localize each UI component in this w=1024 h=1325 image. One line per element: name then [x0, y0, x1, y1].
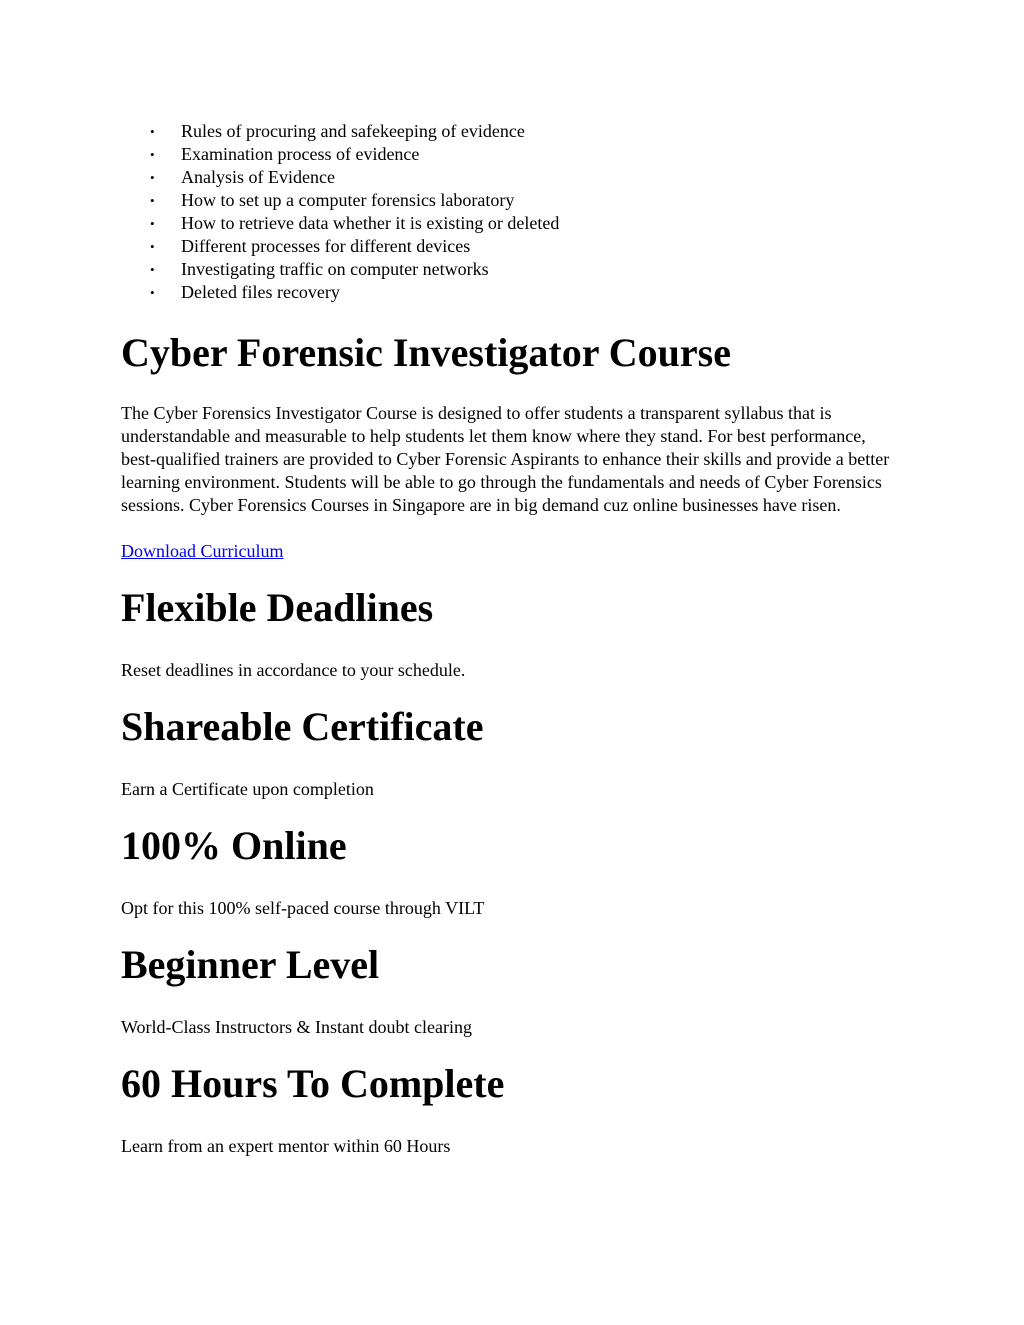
online-text: Opt for this 100% self-paced course through VILT [121, 898, 485, 918]
list-item-text: Examination process of evidence [181, 144, 420, 164]
bullet-icon: • [150, 193, 155, 208]
online-heading: 100% Online [121, 823, 347, 868]
bullet-icon: • [150, 239, 155, 254]
download-paragraph [121, 540, 904, 563]
download-curriculum-link[interactable]: Download Curriculum [121, 541, 284, 561]
list-item-text: Rules of procuring and safekeeping of evidence [181, 121, 525, 141]
flexible-deadlines-heading: Flexible Deadlines [121, 585, 434, 630]
list-item [150, 281, 904, 304]
bullet-icon: • [150, 124, 155, 139]
topics-list [121, 120, 904, 304]
shareable-certificate-text: Earn a Certificate upon completion [121, 779, 374, 799]
beginner-level-text: World-Class Instructors & Instant doubt clearing [121, 1017, 472, 1037]
hours-to-complete-heading: 60 Hours To Complete [121, 1061, 505, 1106]
list-item [150, 143, 904, 166]
list-item-text: How to retrieve data whether it is existing or deleted [181, 213, 560, 233]
list-item-text: How to set up a computer forensics laboratory [181, 190, 515, 210]
bullet-icon: • [150, 262, 155, 277]
beginner-level-heading: Beginner Level [121, 942, 380, 987]
list-item [150, 166, 904, 189]
flexible-deadlines-text: Reset deadlines in accordance to your schedule. [121, 660, 466, 680]
list-item [150, 212, 904, 235]
course-description: The Cyber Forensics Investigator Course is designed to offer students a transparent syllabus that is understandable and measurable to help students let them know where they stand. For best performance, best-qualified trainers are provided to Cyber Forensic Aspirants to enhance their skills and provide a better learning environment. Students will be able to go through the fundamentals and needs of Cyber Forensics sessions. Cyber Forensics Courses in Singapore are in big demand cuz online businesses have risen. [121, 403, 890, 515]
list-item [150, 235, 904, 258]
list-item-text: Analysis of Evidence [181, 167, 335, 187]
list-item [150, 189, 904, 212]
list-item [150, 258, 904, 281]
bullet-icon: • [150, 147, 155, 162]
list-item [150, 120, 904, 143]
list-item-text: Different processes for different devices [181, 236, 471, 256]
list-item-text: Deleted files recovery [181, 282, 340, 302]
bullet-icon: • [150, 216, 155, 231]
course-heading: Cyber Forensic Investigator Course [121, 330, 731, 375]
bullet-icon: • [150, 170, 155, 185]
shareable-certificate-heading: Shareable Certificate [121, 704, 484, 749]
bullet-icon: • [150, 285, 155, 300]
hours-to-complete-text: Learn from an expert mentor within 60 Hours [121, 1136, 451, 1156]
list-item-text: Investigating traffic on computer networks [181, 259, 489, 279]
